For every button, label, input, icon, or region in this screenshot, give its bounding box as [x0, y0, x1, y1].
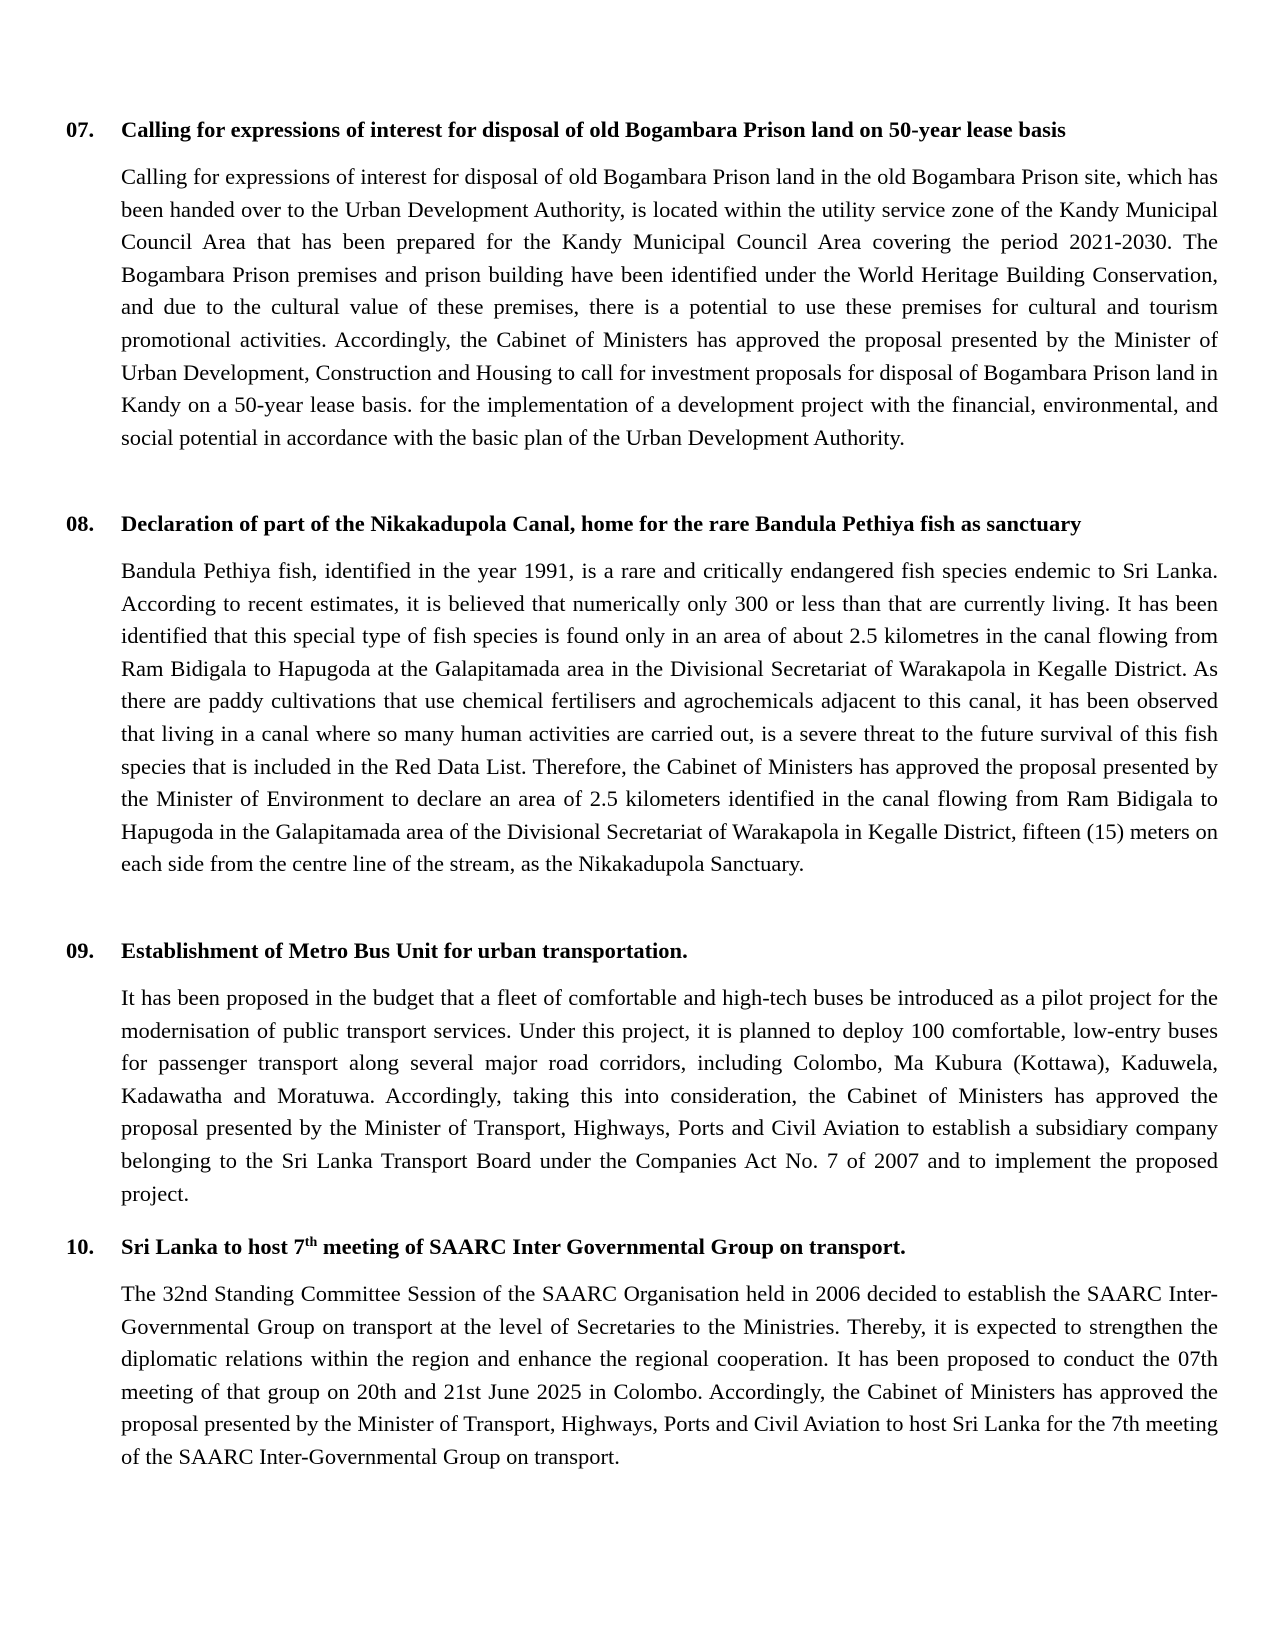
section-body: Bandula Pethiya fish, identified in the year 1991, is a rare and critically endangered fish species endemic to Sri Lanka. According to recent estimates, it is believed that numerically only 300 or less than that are currently living. It has been identified that this special type of fish species is found only in an area of about 2.5 kilometres in the canal flowing from Ram Bidigala to Hapugoda at the Galapitamada area in the Divisional Secretariat of Warakapola in Kegalle District. As there are paddy cultivations that use chemical fertilisers and agrochemicals adjacent to this canal, it has been observed that living in a canal where so many human activities are carried out, is a severe threat to the future survival of this fish species that is included in the Red Data List. Therefore, the Cabinet of Ministers has approved the proposal presented by the Minister of Environment to declare an area of 2.5 kilometers identified in the canal flowing from Ram Bidigala to Hapugoda in the Galapitamada area of the Divisional Secretariat of Warakapola in Kegalle District, fifteen (15) meters on each side from the centre line of the stream, as the Nikakadupola Sanctuary. [121, 558, 1218, 877]
section-title-part: meeting of SAARC Inter Governmental Group on transport. [317, 1234, 906, 1259]
section-title [121, 1230, 906, 1264]
section-number: 09. [66, 938, 95, 963]
section-number: 07. [66, 117, 95, 142]
section-title: Establishment of Metro Bus Unit for urban transportation. [121, 938, 688, 963]
section-heading [0, 934, 1275, 968]
section-number: 08. [66, 511, 95, 536]
ordinal-suffix: th [304, 1235, 318, 1250]
section-title-part: Sri Lanka to host 7 [121, 1234, 305, 1259]
section-body: The 32nd Standing Committee Session of the SAARC Organisation held in 2006 decided to establish the SAARC Inter-Governmental Group on transport at the level of Secretaries to the Ministries. Thereby, it is expected to strengthen the diplomatic relations within the region and enhance the regional cooperation. It has been proposed to conduct the 07th meeting of that group on 20th and 21st June 2025 in Colombo. Accordingly, the Cabinet of Ministers has approved the proposal presented by the Minister of Transport, Highways, Ports and Civil Aviation to host Sri Lanka for the 7th meeting of the SAARC Inter-Governmental Group on transport. [121, 1281, 1218, 1469]
section-heading [0, 1230, 1275, 1264]
section-heading [0, 113, 1275, 147]
section-heading [0, 507, 1275, 541]
section-title: Declaration of part of the Nikakadupola Canal, home for the rare Bandula Pethiya fish as sanctuary [121, 511, 1082, 536]
section-number: 10. [66, 1234, 95, 1259]
section-body: It has been proposed in the budget that a fleet of comfortable and high-tech buses be introduced as a pilot project for the modernisation of public transport services. Under this project, it is planned to deploy 100 comfortable, low-entry buses for passenger transport along several major road corridors, including Colombo, Ma Kubura (Kottawa), Kaduwela, Kadawatha and Moratuwa. Accordingly, taking this into consideration, the Cabinet of Ministers has approved the proposal presented by the Minister of Transport, Highways, Ports and Civil Aviation to establish a subsidiary company belonging to the Sri Lanka Transport Board under the Companies Act No. 7 of 2007 and to implement the proposed project. [121, 985, 1218, 1206]
section-title: Calling for expressions of interest for disposal of old Bogambara Prison land on 50-year lease basis [121, 117, 1066, 142]
section-body: Calling for expressions of interest for disposal of old Bogambara Prison land in the old Bogambara Prison site, which has been handed over to the Urban Development Authority, is located within the utility service zone of the Kandy Municipal Council Area that has been prepared for the Kandy Municipal Council Area covering the period 2021-2030. The Bogambara Prison premises and prison building have been identified under the World Heritage Building Conservation, and due to the cultural value of these premises, there is a potential to use these premises for cultural and tourism promotional activities. Accordingly, the Cabinet of Ministers has approved the proposal presented by the Minister of Urban Development, Construction and Housing to call for investment proposals for disposal of Bogambara Prison land in Kandy on a 50-year lease basis. for the implementation of a development project with the financial, environmental, and social potential in accordance with the basic plan of the Urban Development Authority. [121, 164, 1218, 450]
